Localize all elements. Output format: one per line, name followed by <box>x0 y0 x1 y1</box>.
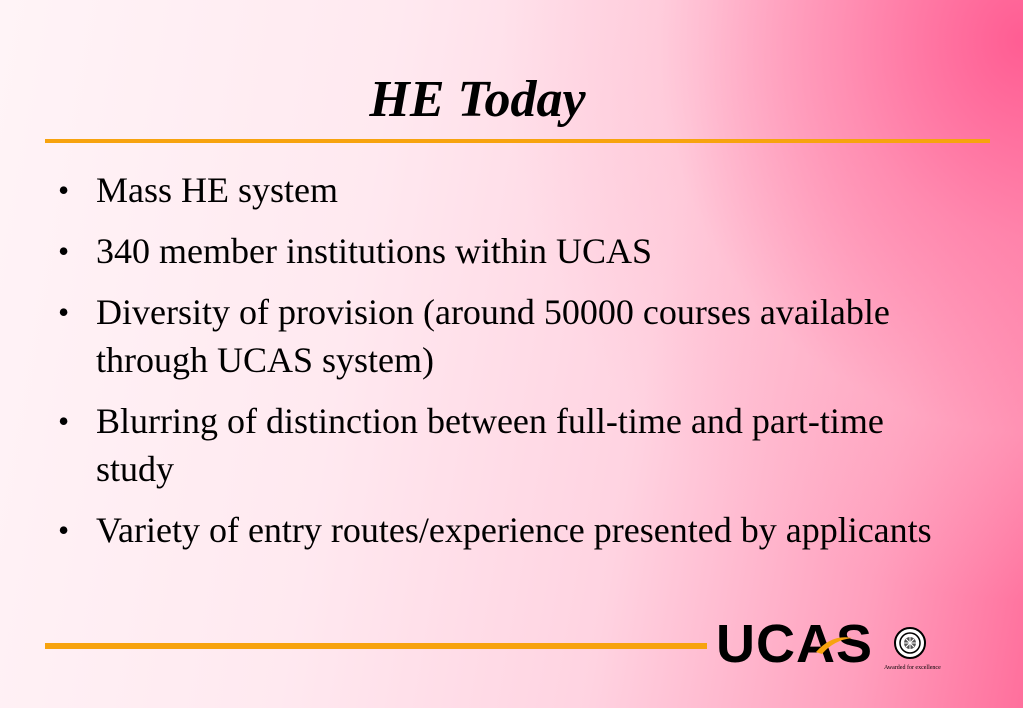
bullet-item: • Blurring of distinction between full-time and part-time study <box>58 397 958 493</box>
seal-caption: Awarded for excellence <box>884 665 941 671</box>
bullet-item: • 340 member institutions within UCAS <box>58 227 958 275</box>
title-divider <box>45 139 990 143</box>
seal-icon <box>893 626 927 660</box>
bullet-item: • Variety of entry routes/experience presented by applicants <box>58 506 958 554</box>
ucas-logo <box>716 616 873 672</box>
excellence-seal <box>884 626 941 672</box>
bullet-item: • Diversity of provision (around 50000 courses available through UCAS system) <box>58 288 958 384</box>
bullet-list <box>58 166 958 567</box>
logo-swoosh-icon <box>814 632 854 656</box>
bullet-item: • Mass HE system <box>58 166 958 214</box>
footer-divider <box>45 643 707 649</box>
slide-title: HE Today <box>369 71 586 128</box>
ucas-logo-text: UCAS <box>716 614 874 674</box>
